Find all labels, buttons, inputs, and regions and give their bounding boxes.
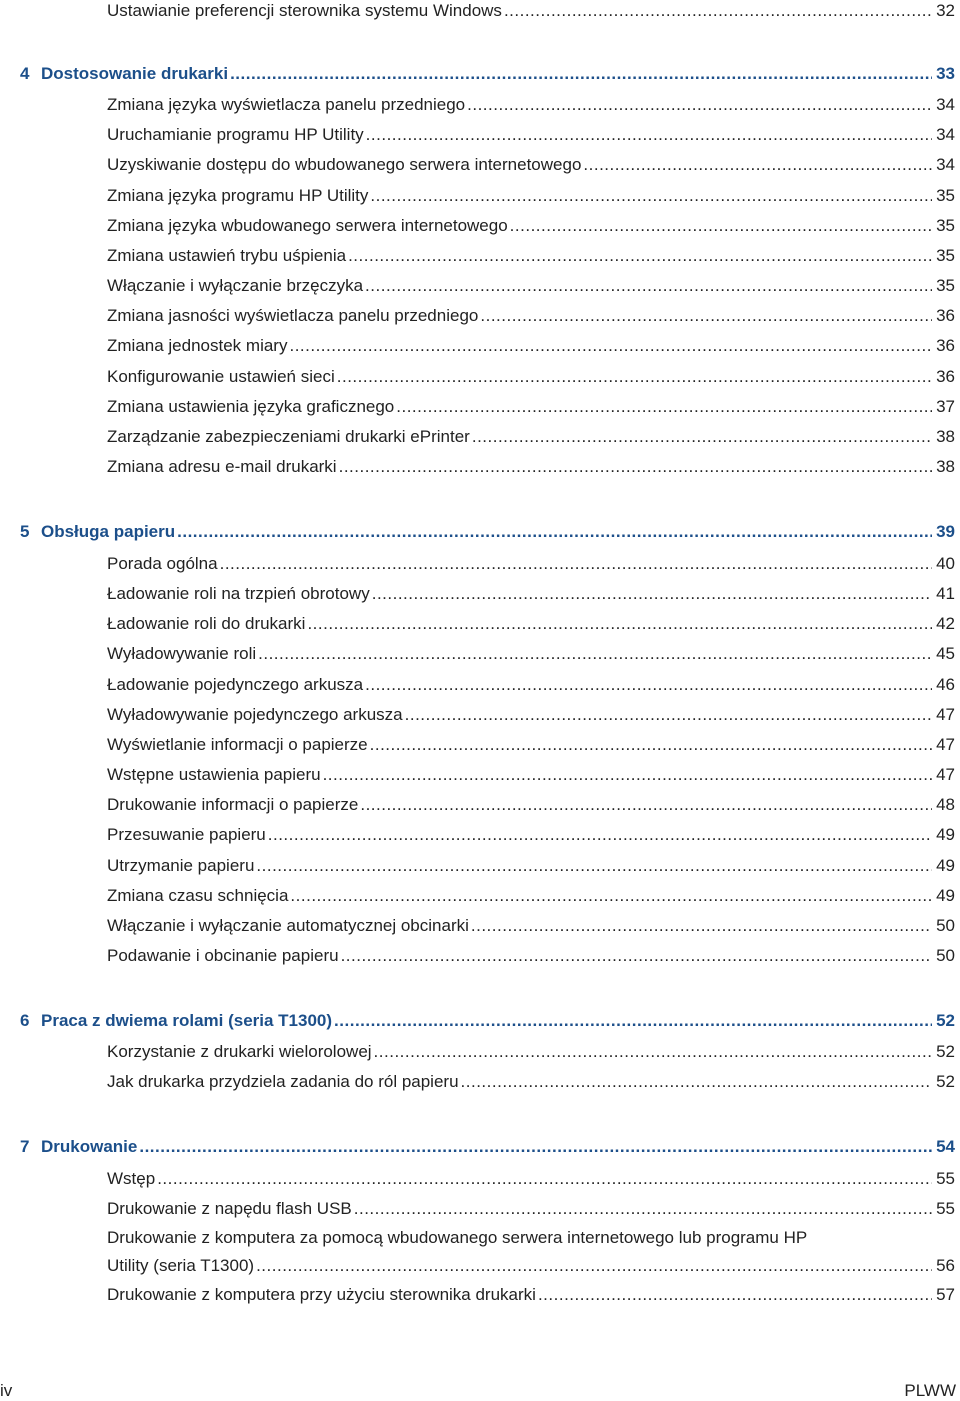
toc-entry-title: Jak drukarka przydziela zadania do ról papieru bbox=[107, 1072, 459, 1091]
toc-entry[interactable] bbox=[107, 734, 955, 756]
dot-leader bbox=[372, 583, 932, 605]
dot-leader bbox=[258, 643, 932, 665]
toc-entry-title-line1: Drukowanie z komputera za pomocą wbudowanego serwera internetowego lub programu HP bbox=[107, 1228, 808, 1247]
dot-leader bbox=[256, 855, 932, 877]
toc-entry-page: 38 bbox=[936, 457, 955, 476]
dot-leader bbox=[583, 154, 932, 176]
toc-entry[interactable] bbox=[107, 396, 955, 418]
toc-entry[interactable] bbox=[107, 1168, 955, 1190]
toc-entry-page: 41 bbox=[936, 584, 955, 603]
toc-entry[interactable] bbox=[107, 885, 955, 907]
toc-entry-title: Podawanie i obcinanie papieru bbox=[107, 946, 339, 965]
dot-leader bbox=[337, 366, 932, 388]
toc-entry[interactable] bbox=[107, 643, 955, 665]
toc-entry-title: Wyświetlanie informacji o papierze bbox=[107, 735, 368, 754]
toc-entry-page: 35 bbox=[936, 246, 955, 265]
dot-leader bbox=[472, 426, 932, 448]
toc-entry[interactable] bbox=[107, 1198, 955, 1220]
toc-entry[interactable] bbox=[107, 704, 955, 726]
toc-entry-title: Uruchamianie programu HP Utility bbox=[107, 125, 364, 144]
toc-entry-page: 55 bbox=[936, 1199, 955, 1218]
toc-entry-page: 49 bbox=[936, 825, 955, 844]
chapter-title: Obsługa papieru bbox=[41, 522, 176, 541]
chapter-page: 52 bbox=[936, 1011, 955, 1030]
dot-leader bbox=[370, 185, 932, 207]
toc-entry-page: 47 bbox=[936, 735, 955, 754]
toc-entry[interactable] bbox=[107, 945, 955, 967]
toc-entry-page: 37 bbox=[936, 397, 955, 416]
dot-leader bbox=[471, 915, 932, 937]
toc-entry-page: 35 bbox=[936, 216, 955, 235]
dot-leader bbox=[323, 764, 933, 786]
toc-entry[interactable] bbox=[107, 124, 955, 146]
toc-entry-title: Drukowanie z napędu flash USB bbox=[107, 1199, 352, 1218]
toc-entry-page: 40 bbox=[936, 554, 955, 573]
toc-entry-page: 35 bbox=[936, 276, 955, 295]
toc-entry-title: Zmiana jasności wyświetlacza panelu przedniego bbox=[107, 306, 479, 325]
toc-entry-page: 34 bbox=[936, 95, 955, 114]
toc-entry-title: Ładowanie roli na trzpień obrotowy bbox=[107, 584, 370, 603]
toc-entry-title: Zmiana jednostek miary bbox=[107, 336, 288, 355]
toc-entry-page: 38 bbox=[936, 427, 955, 446]
toc-entry[interactable] bbox=[107, 335, 955, 357]
toc-entry[interactable] bbox=[107, 1224, 955, 1280]
toc-entry-page: 34 bbox=[936, 125, 955, 144]
dot-leader bbox=[339, 456, 932, 478]
dot-leader bbox=[366, 124, 932, 146]
toc-entry-page: 48 bbox=[936, 795, 955, 814]
toc-entry-page: 49 bbox=[936, 886, 955, 905]
toc-entry-page: 45 bbox=[936, 644, 955, 663]
dot-leader bbox=[365, 674, 932, 696]
toc-entry-page: 49 bbox=[936, 856, 955, 875]
toc-entry[interactable] bbox=[107, 426, 955, 448]
toc-entry-title: Zmiana ustawień trybu uśpienia bbox=[107, 246, 347, 265]
toc-entry-page: 55 bbox=[936, 1169, 955, 1188]
toc-chapter-6[interactable] bbox=[20, 1010, 955, 1032]
toc-entry-title: Korzystanie z drukarki wielorolowej bbox=[107, 1042, 372, 1061]
toc-entry-title: Przesuwanie papieru bbox=[107, 825, 266, 844]
dot-leader bbox=[510, 215, 932, 237]
chapter-page: 54 bbox=[936, 1137, 955, 1156]
toc-entry-page: 36 bbox=[936, 336, 955, 355]
toc-entry-page: 32 bbox=[936, 1, 955, 20]
toc-entry-page: 50 bbox=[936, 916, 955, 935]
chapter-number: 7 bbox=[20, 1137, 30, 1156]
toc-entry-title: Porada ogólna bbox=[107, 554, 218, 573]
toc-entry-title: Włączanie i wyłączanie brzęczyka bbox=[107, 276, 364, 295]
toc-entry-title-line2: Utility (seria T1300) bbox=[107, 1256, 255, 1275]
toc-entry[interactable] bbox=[107, 154, 955, 176]
dot-leader bbox=[268, 824, 932, 846]
toc-entry[interactable] bbox=[107, 824, 955, 846]
toc-entry[interactable] bbox=[107, 94, 955, 116]
toc-entry[interactable] bbox=[107, 275, 955, 297]
toc-entry[interactable] bbox=[107, 366, 955, 388]
toc-entry-title: Wstępne ustawienia papieru bbox=[107, 765, 321, 784]
toc-entry-title: Drukowanie informacji o papierze bbox=[107, 795, 359, 814]
chapter-number: 5 bbox=[20, 522, 30, 541]
toc-entry-page: 56 bbox=[936, 1256, 955, 1275]
toc-entry-title: Zmiana języka wbudowanego serwera internetowego bbox=[107, 216, 508, 235]
dot-leader bbox=[177, 521, 932, 543]
toc-entry-page: 34 bbox=[936, 155, 955, 174]
dot-leader bbox=[538, 1284, 932, 1306]
dot-leader bbox=[480, 305, 932, 327]
dot-leader bbox=[289, 335, 932, 357]
toc-entry[interactable] bbox=[107, 0, 955, 22]
toc-entry-title: Zmiana języka wyświetlacza panelu przedniego bbox=[107, 95, 466, 114]
toc-entry[interactable] bbox=[107, 674, 955, 696]
dot-leader bbox=[354, 1198, 932, 1220]
toc-entry[interactable] bbox=[107, 613, 955, 635]
chapter-page: 33 bbox=[936, 64, 955, 83]
dot-leader bbox=[360, 794, 932, 816]
toc-entry-page: 36 bbox=[936, 367, 955, 386]
toc-entry[interactable] bbox=[107, 553, 955, 575]
dot-leader bbox=[307, 613, 932, 635]
toc-entry[interactable] bbox=[107, 764, 955, 786]
toc-entry[interactable] bbox=[107, 794, 955, 816]
dot-leader bbox=[405, 704, 932, 726]
dot-leader bbox=[374, 1041, 933, 1063]
toc-entry-page: 57 bbox=[936, 1285, 955, 1304]
chapter-number: 6 bbox=[20, 1011, 30, 1030]
toc-chapter-7[interactable] bbox=[20, 1136, 955, 1158]
toc-entry-title: Zmiana adresu e-mail drukarki bbox=[107, 457, 337, 476]
toc-entry-title: Zmiana czasu schnięcia bbox=[107, 886, 289, 905]
dot-leader bbox=[290, 885, 932, 907]
toc-entry[interactable] bbox=[107, 1071, 955, 1093]
toc-entry[interactable] bbox=[107, 215, 955, 237]
chapter-page: 39 bbox=[936, 522, 955, 541]
toc-entry[interactable] bbox=[107, 1284, 955, 1306]
toc-entry[interactable] bbox=[107, 915, 955, 937]
toc-entry-title: Konfigurowanie ustawień sieci bbox=[107, 367, 335, 386]
chapter-title: Dostosowanie drukarki bbox=[41, 64, 229, 83]
toc-entry-page: 46 bbox=[936, 675, 955, 694]
dot-leader bbox=[348, 245, 932, 267]
toc-entry-title: Zmiana języka programu HP Utility bbox=[107, 186, 369, 205]
chapter-title: Drukowanie bbox=[41, 1137, 138, 1156]
toc-entry-page: 50 bbox=[936, 946, 955, 965]
toc-entry[interactable] bbox=[107, 456, 955, 478]
dot-leader bbox=[341, 945, 933, 967]
dot-leader bbox=[230, 63, 932, 85]
footer-language-code: PLWW bbox=[904, 1381, 956, 1400]
toc-entry-title: Uzyskiwanie dostępu do wbudowanego serwera internetowego bbox=[107, 155, 582, 174]
toc-entry-page: 47 bbox=[936, 705, 955, 724]
toc-entry[interactable] bbox=[107, 1041, 955, 1063]
dot-leader bbox=[220, 553, 932, 575]
dot-leader bbox=[256, 1252, 932, 1280]
toc-entry-page: 52 bbox=[936, 1072, 955, 1091]
dot-leader bbox=[467, 94, 932, 116]
toc-chapter-5[interactable] bbox=[20, 521, 955, 543]
toc-entry-title: Zarządzanie zabezpieczeniami drukarki ePrinter bbox=[107, 427, 470, 446]
dot-leader bbox=[504, 0, 932, 22]
dot-leader bbox=[461, 1071, 933, 1093]
toc-entry[interactable] bbox=[107, 305, 955, 327]
toc-entry-title: Zmiana ustawienia języka graficznego bbox=[107, 397, 395, 416]
toc-entry-title: Wyładowywanie roli bbox=[107, 644, 257, 663]
toc-entry-page: 42 bbox=[936, 614, 955, 633]
toc-entry[interactable] bbox=[107, 245, 955, 267]
toc-entry-page: 35 bbox=[936, 186, 955, 205]
toc-entry-title: Ładowanie pojedynczego arkusza bbox=[107, 675, 364, 694]
dot-leader bbox=[396, 396, 932, 418]
toc-entry-title: Ustawianie preferencji sterownika systemu Windows bbox=[107, 1, 502, 20]
toc-entry[interactable] bbox=[107, 185, 955, 207]
toc-entry-title: Włączanie i wyłączanie automatycznej obcinarki bbox=[107, 916, 469, 935]
chapter-number: 4 bbox=[20, 64, 30, 83]
dot-leader bbox=[334, 1010, 932, 1032]
toc-entry-title: Wyładowywanie pojedynczego arkusza bbox=[107, 705, 403, 724]
toc-entry-title: Wstęp bbox=[107, 1169, 156, 1188]
toc-entry-page: 52 bbox=[936, 1042, 955, 1061]
toc-entry-title: Utrzymanie papieru bbox=[107, 856, 255, 875]
dot-leader bbox=[139, 1136, 932, 1158]
dot-leader bbox=[365, 275, 932, 297]
toc-entry-title: Ładowanie roli do drukarki bbox=[107, 614, 306, 633]
footer-page-number: iv bbox=[0, 1381, 13, 1400]
dot-leader bbox=[370, 734, 932, 756]
toc-entry-page: 47 bbox=[936, 765, 955, 784]
dot-leader bbox=[157, 1168, 932, 1190]
toc-entry[interactable] bbox=[107, 855, 955, 877]
toc-entry-page: 36 bbox=[936, 306, 955, 325]
toc-entry[interactable] bbox=[107, 583, 955, 605]
toc-entry-title: Drukowanie z komputera przy użyciu sterownika drukarki bbox=[107, 1285, 536, 1304]
toc-chapter-4[interactable] bbox=[20, 63, 955, 85]
chapter-title: Praca z dwiema rolami (seria T1300) bbox=[41, 1011, 333, 1030]
